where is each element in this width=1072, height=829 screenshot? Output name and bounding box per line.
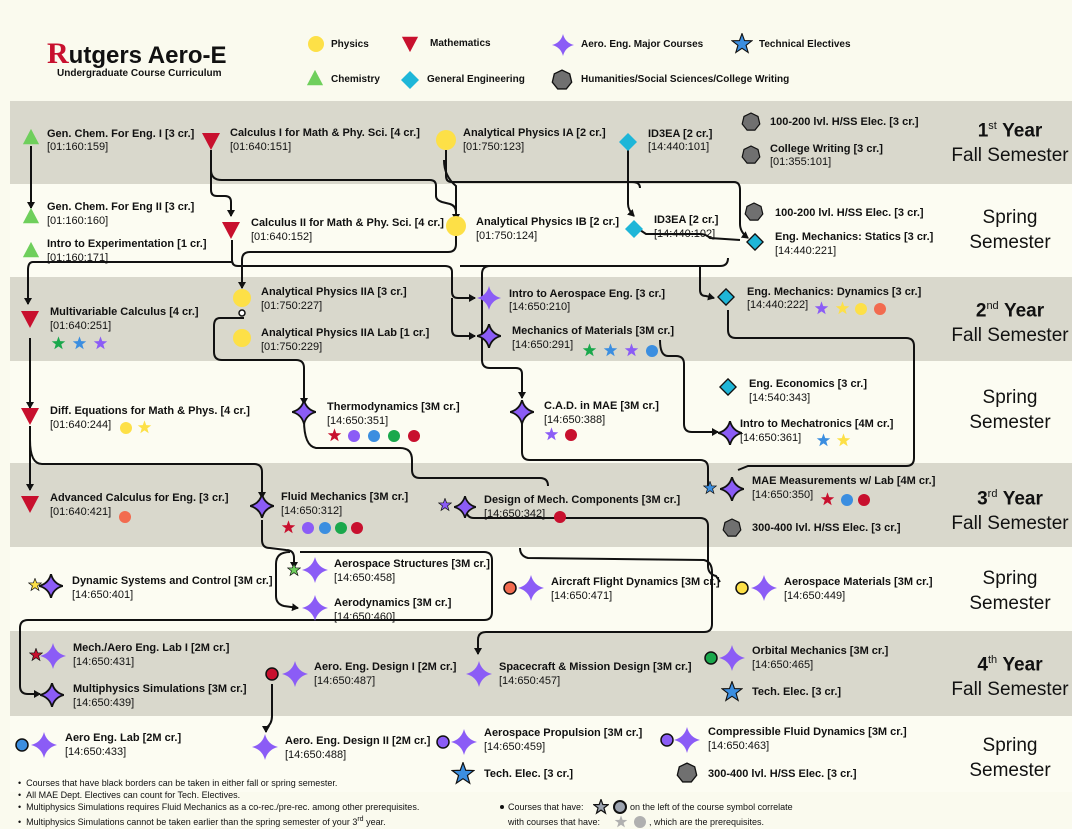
aero-icon — [40, 643, 66, 669]
course-code: [14:650:388] — [544, 414, 606, 426]
red-star-icon — [328, 428, 342, 441]
aero-icon — [719, 645, 745, 671]
course-title: Dynamic Systems and Control [3M cr.] — [72, 575, 273, 587]
mathematics-icon — [21, 496, 39, 513]
course-code: [14:650:433] — [65, 746, 127, 758]
green-dot-icon — [388, 430, 400, 442]
chemistry-icon — [23, 129, 39, 144]
purple-star-icon — [625, 343, 639, 356]
aero-icon — [252, 734, 278, 760]
course-code: [14:650:351] — [327, 415, 389, 427]
course-title: Thermodynamics [3M cr.] — [327, 401, 460, 413]
physics-icon — [446, 216, 466, 236]
course-code: [01:640:251] — [50, 320, 112, 332]
course-title: Aerodynamics [3M cr.] — [334, 597, 452, 609]
course-code: [01:750:227] — [261, 300, 323, 312]
red-star-icon — [282, 520, 296, 533]
course-code: [14:650:312] — [281, 505, 343, 517]
footnote: • Multiphysics Simulations cannot be taken earlier than the spring semester of your 3rd year. — [18, 816, 386, 827]
course-title: College Writing [3 cr.] — [770, 143, 883, 155]
legend-tech-icon — [732, 34, 752, 53]
course-code: [01:750:124] — [476, 230, 538, 242]
year-4-fall-label: 4th Year Fall Semester — [951, 654, 1069, 701]
red-dot-icon — [858, 494, 870, 506]
math-star-icon — [30, 648, 43, 660]
orange-dot-icon — [119, 511, 131, 523]
green-star-icon — [52, 336, 66, 349]
blue-coreq-icon — [16, 739, 28, 751]
course-title: Intro to Aerospace Eng. [3 cr.] — [509, 288, 666, 300]
course-code: [14:650:465] — [752, 659, 814, 671]
tech-icon — [704, 481, 717, 493]
aero-icon — [292, 400, 316, 424]
course-code: [14:650:460] — [334, 611, 396, 623]
purple-star-icon — [545, 427, 559, 440]
course-code: [01:750:123] — [463, 141, 525, 153]
legend-physics-icon — [308, 36, 324, 52]
footnote: • Multiphysics Simulations requires Fluid Mechanics as a co-rec./pre-rec. among other prerequisites. — [18, 802, 420, 812]
subtitle: Undergraduate Course Curriculum — [57, 68, 222, 79]
course-title: 100-200 lvl. H/SS Elec. [3 cr.] — [775, 207, 924, 219]
course-title: ID3EA [2 cr.] — [654, 214, 719, 226]
course-code: [14:540:343] — [749, 392, 811, 404]
geneng-icon — [718, 289, 734, 305]
year-4-spring-label: Spring Semester — [969, 735, 1051, 781]
mathematics-icon — [202, 133, 220, 150]
course-code: [14:440:101] — [648, 141, 710, 153]
year-3-fall-label: 3rd Year Fall Semester — [951, 488, 1069, 535]
circle-outline-icon — [614, 801, 626, 813]
footnote: with courses that have: — [508, 817, 601, 827]
course-code: [14:650:361] — [740, 432, 802, 444]
red-coreq-icon — [266, 668, 278, 680]
blue-dot-icon — [841, 494, 853, 506]
aero-icon — [466, 661, 492, 687]
hss-icon — [723, 519, 741, 536]
course-title: Aero. Eng. Design II [2M cr.] — [285, 735, 431, 747]
geneng-icon — [720, 379, 736, 395]
aero-icon — [718, 421, 742, 445]
year-1-spring-label: Spring Semester — [969, 207, 1051, 253]
course-title: Advanced Calculus for Eng. [3 cr.] — [50, 492, 229, 504]
footnote: on the left of the course symbol correlate — [630, 802, 793, 812]
blue-dot-icon — [319, 522, 331, 534]
course-title: 300-400 lvl. H/SS Elec. [3 cr.] — [752, 522, 901, 534]
course-code: [14:650:350] — [752, 489, 814, 501]
purple-star-icon — [815, 301, 829, 314]
course-title: ID3EA [2 cr.] — [648, 128, 713, 140]
aero-icon — [751, 575, 777, 601]
course-title: Analytical Physics IIA [3 cr.] — [261, 286, 407, 298]
course-title: Orbital Mechanics [3M cr.] — [752, 645, 889, 657]
blue-star-icon — [817, 433, 831, 446]
yellow-dot-icon — [855, 303, 867, 315]
orange-coreq-icon — [504, 582, 516, 594]
course-code: [01:640:151] — [230, 141, 292, 153]
circle-gray-icon — [634, 816, 646, 828]
course-title: Intro to Experimentation [1 cr.] — [47, 238, 207, 250]
aero-icon — [250, 494, 274, 518]
course-title: Spacecraft & Mission Design [3M cr.] — [499, 661, 692, 673]
purple-coreq-icon — [661, 734, 673, 746]
course-code: [14:650:291] — [512, 339, 574, 351]
aero-icon — [302, 557, 328, 583]
course-title: Eng. Mechanics: Dynamics [3 cr.] — [747, 286, 922, 298]
course-title: 300-400 lvl. H/SS Elec. [3 cr.] — [708, 768, 857, 780]
legend-geneng: General Engineering — [427, 74, 525, 85]
footnote: • All MAE Dept. Electives can count for Tech. Electives. — [18, 790, 241, 800]
hss-icon — [742, 113, 760, 130]
course-code: [01:640:152] — [251, 231, 313, 243]
course-code: [01:640:421] — [50, 506, 112, 518]
blue-star-icon — [73, 336, 87, 349]
course-code: [14:650:431] — [73, 656, 135, 668]
hss-icon — [745, 203, 763, 220]
aero-icon — [510, 400, 534, 424]
star-outline-icon — [594, 799, 608, 813]
course-title: Mech./Aero Eng. Lab I [2M cr.] — [73, 642, 230, 654]
aero-icon — [454, 496, 476, 518]
course-title: Multivariable Calculus [4 cr.] — [50, 306, 199, 318]
legend-aero: Aero. Eng. Major Courses — [581, 39, 704, 50]
course-title: 100-200 lvl. H/SS Elec. [3 cr.] — [770, 116, 919, 128]
purple-star-icon — [94, 336, 108, 349]
orange-dot-icon — [874, 303, 886, 315]
legend-physics: Physics — [331, 39, 369, 50]
aero-icon — [282, 661, 308, 687]
course-code: [14:650:210] — [509, 301, 571, 313]
aero-icon — [518, 575, 544, 601]
legend-mathematics-icon — [402, 37, 418, 52]
physics-icon — [233, 329, 251, 347]
geneng-icon — [619, 133, 637, 151]
legend-chemistry-icon — [307, 70, 323, 85]
course-code: [01:640:244] — [50, 419, 112, 431]
course-code: [14:650:449] — [784, 590, 846, 602]
course-title: Gen. Chem. For Eng. I [3 cr.] — [47, 128, 195, 140]
aero-icon — [451, 729, 477, 755]
aero-icon — [302, 595, 328, 621]
aero-icon — [39, 574, 63, 598]
course-title: Aircraft Flight Dynamics [3M cr.] — [551, 576, 720, 588]
yellow-dot-icon — [120, 422, 132, 434]
geneng-icon — [625, 220, 643, 238]
course-title: Aero. Eng. Design I [2M cr.] — [314, 661, 457, 673]
chemistry-icon — [23, 208, 39, 223]
tech-icon — [722, 682, 742, 701]
aero-icon — [31, 732, 57, 758]
physics-coreq-icon — [736, 582, 748, 594]
mathematics-icon — [222, 222, 240, 239]
course-title: Gen. Chem. For Eng II [3 cr.] — [47, 201, 195, 213]
year-1-fall-label: 1st Year Fall Semester — [951, 120, 1069, 167]
legend-icons — [307, 34, 752, 89]
purple-coreq-icon — [437, 736, 449, 748]
chemistry-icon — [23, 242, 39, 257]
legend-aero-icon — [552, 34, 574, 56]
blue-dot-icon — [368, 430, 380, 442]
course-title: Tech. Elec. [3 cr.] — [484, 768, 574, 780]
year-2-spring-label: Spring Semester — [969, 387, 1051, 433]
red-dot-icon — [565, 429, 577, 441]
green-dot-icon — [335, 522, 347, 534]
course-title: Aerospace Propulsion [3M cr.] — [484, 727, 643, 739]
hss-icon — [742, 146, 760, 163]
course-code: [14:440:222] — [747, 299, 809, 311]
course-title: Eng. Mechanics: Statics [3 cr.] — [775, 231, 934, 243]
aero-icon — [439, 498, 452, 510]
year-3-spring-label: Spring Semester — [969, 568, 1051, 614]
purple-dot-icon — [348, 430, 360, 442]
legend-mathematics: Mathematics — [430, 38, 491, 49]
tech-icon — [452, 763, 474, 784]
aero-icon — [477, 324, 501, 348]
link-node-icon — [239, 310, 245, 316]
course-title: Multiphysics Simulations [3M cr.] — [73, 683, 247, 695]
blue-dot-icon — [646, 345, 658, 357]
yellow-star-icon — [138, 420, 152, 433]
physics-icon — [233, 289, 251, 307]
course-title: Calculus II for Math & Phy. Sci. [4 cr.] — [251, 217, 444, 229]
green-coreq-icon — [705, 652, 717, 664]
course-code: [14:650:439] — [73, 697, 135, 709]
course-code: [01:160:171] — [47, 252, 109, 264]
hss-icon — [677, 763, 696, 782]
aero-icon — [720, 477, 744, 501]
footnote: Courses that have: — [508, 802, 584, 812]
logo-title: Rutgers Aero-E — [47, 37, 227, 70]
course-title: Tech. Elec. [3 cr.] — [752, 686, 842, 698]
course-code: [01:355:101] — [770, 156, 832, 168]
mathematics-icon — [21, 408, 39, 425]
legend-hss: Humanities/Social Sciences/College Writing — [581, 74, 790, 85]
course-title: Compressible Fluid Dynamics [3M cr.] — [708, 726, 907, 738]
physics-star-icon — [29, 578, 42, 590]
course-code: [14:650:458] — [334, 572, 396, 584]
footnote: • Courses that have black borders can be taken in either fall or spring semester. — [18, 778, 338, 788]
course-title: Aerospace Materials [3M cr.] — [784, 576, 933, 588]
course-code: [14:650:487] — [314, 675, 376, 687]
course-code: [14:440:221] — [775, 245, 837, 257]
course-title: Aerospace Structures [3M cr.] — [334, 558, 490, 570]
chemistry-star-icon — [288, 563, 301, 575]
green-star-icon — [583, 343, 597, 356]
legend-geneng-icon — [401, 71, 419, 89]
red-dot-icon — [554, 511, 566, 523]
legend-hss-icon — [552, 70, 571, 89]
course-title: Diff. Equations for Math & Phys. [4 cr.] — [50, 405, 250, 417]
purple-dot-icon — [302, 522, 314, 534]
geneng-icon — [747, 234, 763, 250]
course-title: Intro to Mechatronics [4M cr.] — [740, 418, 894, 430]
course-title: Design of Mech. Components [3M cr.] — [484, 494, 681, 506]
footnote: , which are the prerequisites. — [649, 817, 765, 827]
course-code: [14:650:457] — [499, 675, 561, 687]
course-title: Analytical Physics IB [2 cr.] — [476, 216, 620, 228]
red-dot-icon — [408, 430, 420, 442]
aero-icon — [477, 286, 501, 310]
course-code: [14:440:102] — [654, 228, 716, 240]
course-code: [14:650:342] — [484, 508, 546, 520]
course-code: [14:650:459] — [484, 741, 546, 753]
course-title: Analytical Physics IA [2 cr.] — [463, 127, 606, 139]
year-2-fall-label: 2nd Year Fall Semester — [951, 300, 1069, 347]
red-star-icon — [821, 492, 835, 505]
blue-star-icon — [604, 343, 618, 356]
course-title: C.A.D. in MAE [3M cr.] — [544, 400, 659, 412]
mathematics-icon — [21, 311, 39, 328]
red-dot-icon — [351, 522, 363, 534]
aero-icon — [674, 727, 700, 753]
yellow-star-icon — [836, 301, 850, 314]
star-gray-icon — [615, 815, 628, 827]
course-code: [01:160:160] — [47, 215, 109, 227]
course-code: [14:650:488] — [285, 749, 347, 761]
legend-tech: Technical Electives — [759, 39, 851, 50]
course-title: MAE Measurements w/ Lab [4M cr.] — [752, 475, 936, 487]
course-title: Calculus I for Math & Phy. Sci. [4 cr.] — [230, 127, 420, 139]
legend-chemistry: Chemistry — [331, 74, 380, 85]
course-code: [14:650:463] — [708, 740, 770, 752]
course-code: [01:160:159] — [47, 141, 109, 153]
course-title: Aero Eng. Lab [2M cr.] — [65, 732, 182, 744]
course-title: Mechanics of Materials [3M cr.] — [512, 325, 674, 337]
course-code: [01:750:229] — [261, 341, 323, 353]
course-title: Analytical Physics IIA Lab [1 cr.] — [261, 327, 430, 339]
course-code: [14:650:471] — [551, 590, 613, 602]
course-title: Fluid Mechanics [3M cr.] — [281, 491, 409, 503]
course-code: [14:650:401] — [72, 589, 134, 601]
course-title: Eng. Economics [3 cr.] — [749, 378, 867, 390]
aero-icon — [40, 683, 64, 707]
yellow-star-icon — [837, 433, 851, 446]
physics-icon — [436, 130, 456, 150]
